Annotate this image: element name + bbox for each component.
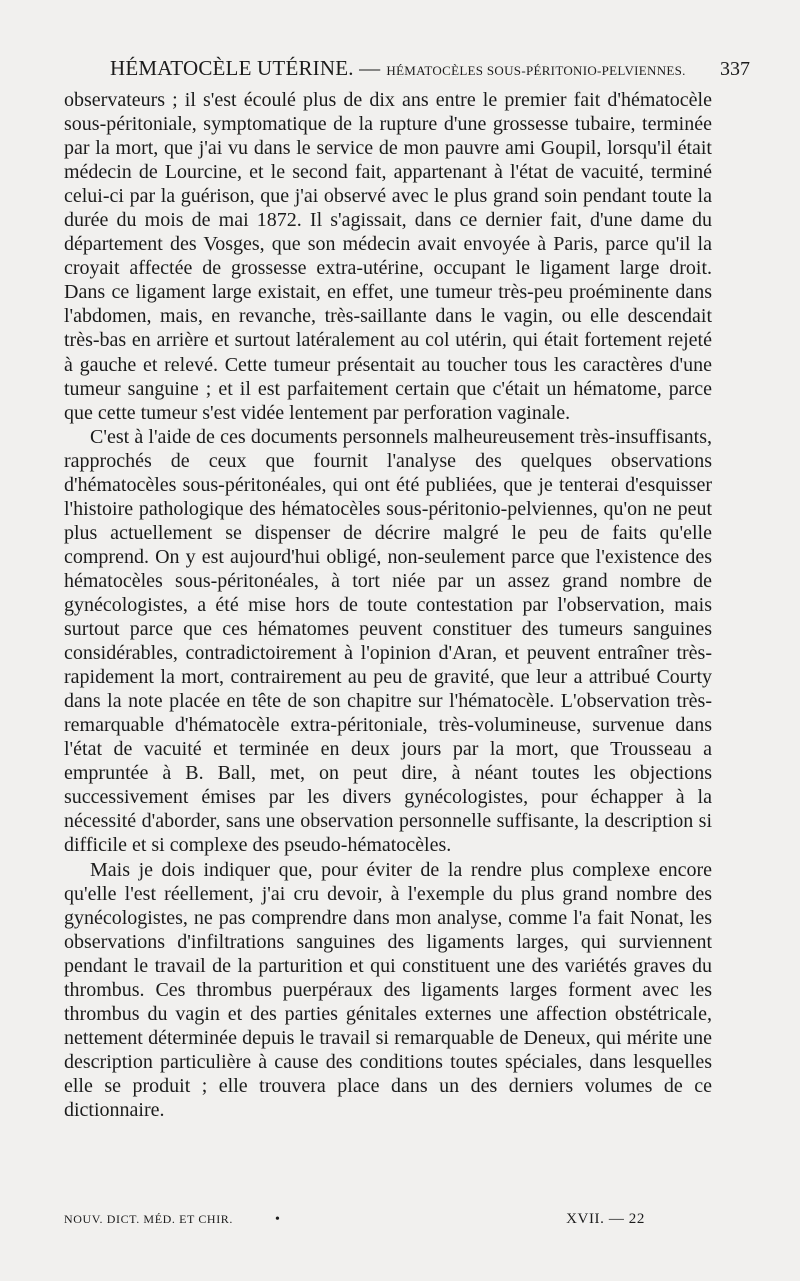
paragraph: observateurs ; il s'est écoulé plus de dix ans entre le premier fait d'hématocèle sous-péritoniale, symptomatique de la rupture d'une grossesse tubaire, terminée par la mort, que j'ai vu dans le service de mon pauvre ami Goupil, lorsqu'il était médecin de Lourcine, et le second fait, appartenant à l'état de vacuité, terminé celui-ci par la guérison, que j'ai observé avec le plus grand soin pendant toute la durée du mois de mai 1872. Il s'agissait, dans ce dernier fait, d'une dame du département des Vosges, que son médecin avait envoyée à Paris, parce qu'il la croyait affectée de grossesse extra-utérine, occupant le ligament large droit. Dans ce ligament large existait, en effet, une tumeur très-peu proéminente dans l'abdomen, mais, en revanche, très-saillante dans le vagin, ou elle descendait très-bas en arrière et surtout latéralement au col utérin, qui était fortement rejeté à gauche et relevé. Cette tumeur présentait au toucher tous les caractères d'une tumeur sanguine ; et il est parfaitement certain que c'était un hématome, parce que cette tumeur s'est vidée lentement par perforation vaginale. bbox=[64, 89, 712, 424]
footer-signature: XVII. — 22 bbox=[566, 1211, 645, 1227]
paragraph: C'est à l'aide de ces documents personnels malheureusement très-insuffisants, rapprochés de ceux que fournit l'analyse des quelques observations d'hématocèles sous-péritonéales, qui ont été publiées, que je tenterai d'esquisser l'histoire pathologique des hématocèles sous-péritonio-pelviennes, qu'on ne peut plus actuellement se dispenser de décrire malgré le peu de faits qu'elle comprend. On y est aujourd'hui obligé, non-seulement parce que l'existence des hématocèles sous-péritonéales, à tort niée par un assez grand nombre de gynécologistes, a été mise hors de toute contestation par l'observation, mais surtout parce que ces hématomes peuvent constituer des tumeurs sanguines considérables, contradictoirement à l'opinion d'Aran, et peuvent entraîner très-rapidement la mort, contrairement au peu de gravité, que leur a attribué Courty dans la note placée en tête de son chapitre sur l'hématocèle. L'observation très-remarquable d'hématocèle extra-péritoniale, très-volumineuse, survenue dans l'état de vacuité et terminée en deux jours par la mort, que Trousseau a empruntée à B. Ball, met, on peut dire, à néant toutes les objections successivement émises par les divers gynécologistes, pour échapper à la nécessité d'aborder, sans une observation personnelle suffisante, la description si difficile et si complexe des pseudo-hématocèles. bbox=[64, 425, 712, 857]
page-number: 337 bbox=[720, 58, 750, 80]
header-subtitle: HÉMATOCÈLES SOUS-PÉRITONIO-PELVIENNES. bbox=[386, 63, 686, 78]
page-footer bbox=[64, 1211, 750, 1228]
header-title: HÉMATOCÈLE UTÉRINE. — bbox=[110, 56, 381, 80]
paragraph: Mais je dois indiquer que, pour éviter de la rendre plus complexe encore qu'elle l'est réellement, j'ai cru devoir, à l'exemple du plus grand nombre des gynécologistes, ne pas comprendre dans mon analyse, comme l'a fait Nonat, les observations d'infiltrations sanguines des ligaments larges, qui surviennent pendant le travail de la parturition et qui constituent une des variétés graves du thrombus. Ces thrombus puerpéraux des ligaments larges forment avec les thrombus du vagin et des parties génitales externes une affection obstétricale, nettement déterminée depuis le travail si remarquable de Deneux, qui mérite une description particulière à cause des conditions toutes spéciales, dans lesquelles elle se produit ; elle trouvera place dans un des derniers volumes de ce dictionnaire. bbox=[64, 858, 712, 1121]
running-header bbox=[110, 56, 750, 84]
body-text bbox=[64, 88, 712, 1122]
footer-dot: • bbox=[275, 1212, 281, 1227]
footer-book-title: NOUV. DICT. MÉD. ET CHIR. bbox=[64, 1212, 234, 1226]
